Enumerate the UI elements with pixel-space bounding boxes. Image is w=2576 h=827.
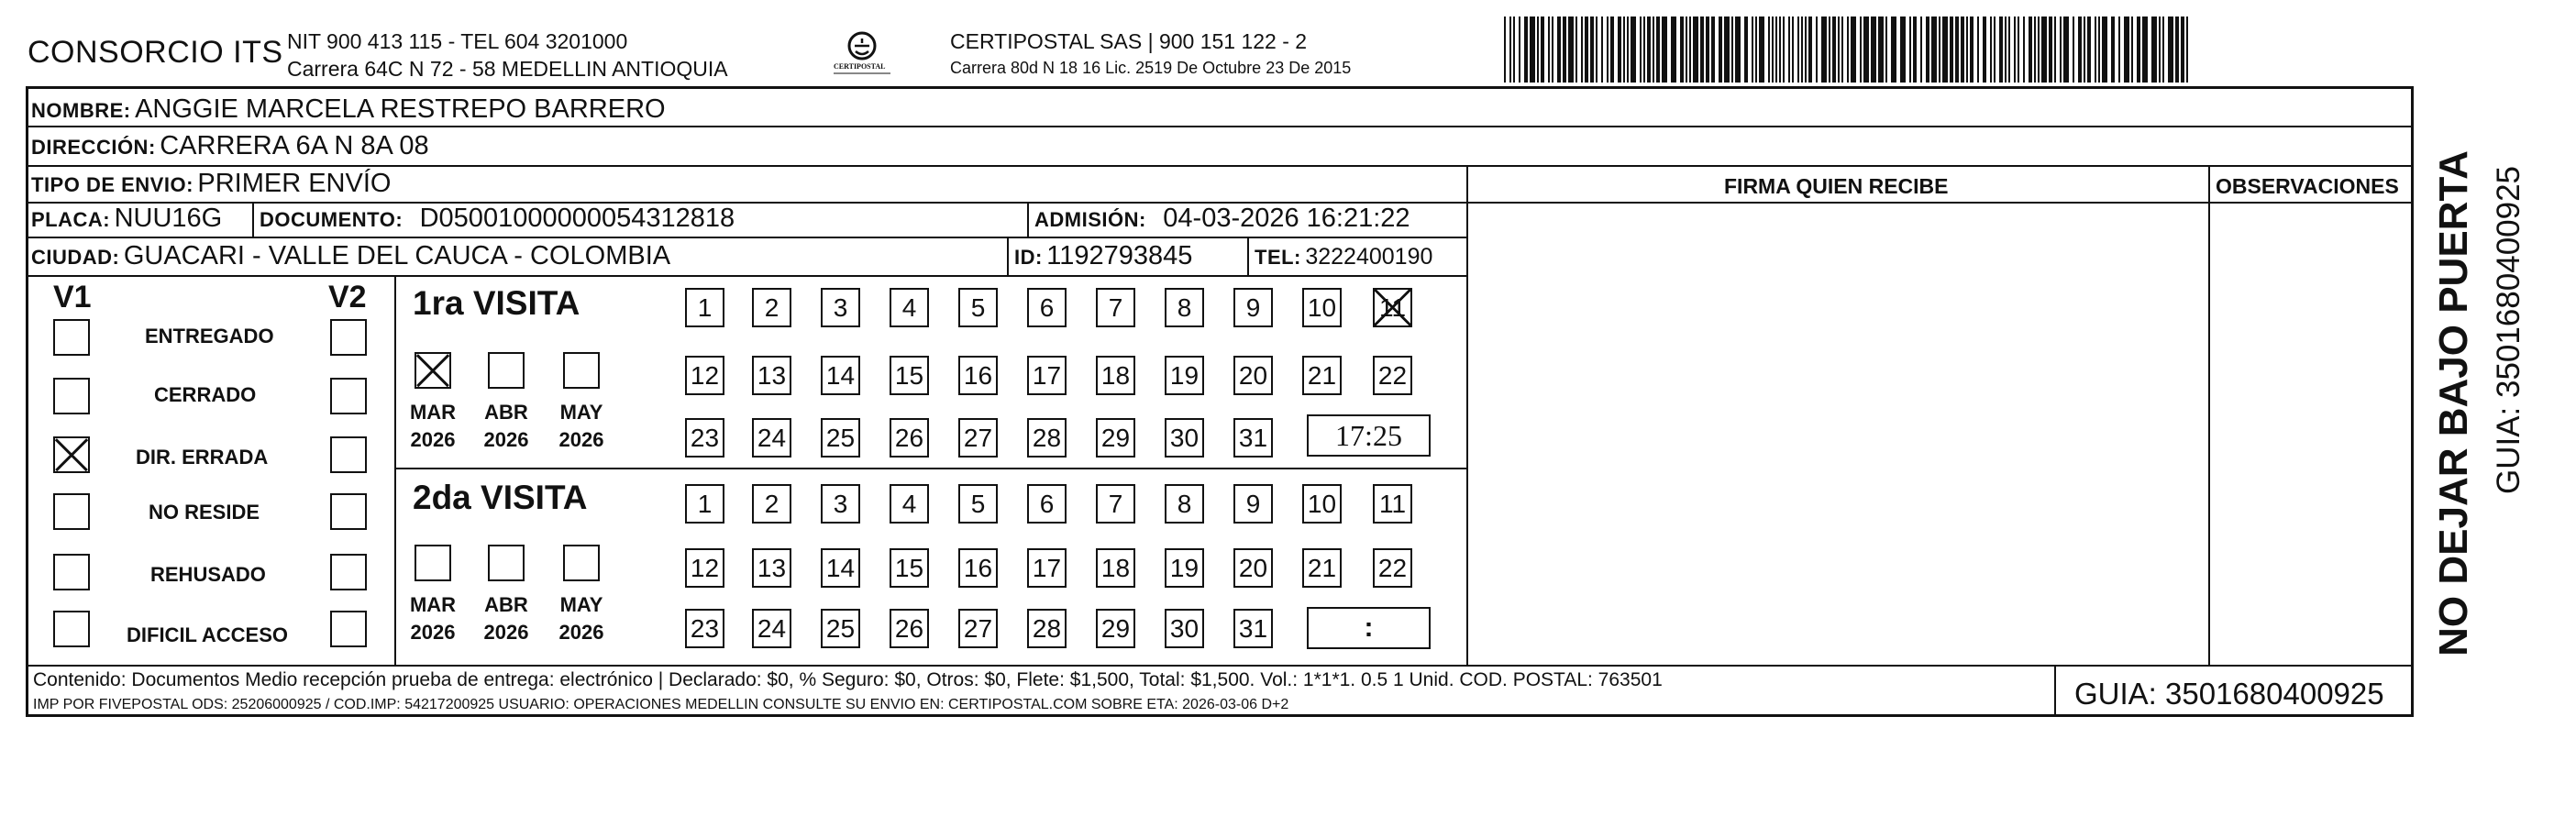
visit1-day-8[interactable]: 8 xyxy=(1165,288,1204,327)
visit1-day-15[interactable]: 15 xyxy=(890,356,929,395)
side-warning: NO DEJAR BAJO PUERTA xyxy=(2431,150,2476,656)
barcode-bar xyxy=(1990,17,1992,83)
barcode-bar xyxy=(1966,17,1968,83)
logo-text: CERTIPOSTAL xyxy=(834,62,886,71)
barcode-bar xyxy=(2186,17,2188,83)
visit2-day-4[interactable]: 4 xyxy=(890,484,929,524)
visit2-month-abr: ABR xyxy=(484,593,528,616)
barcode-bar xyxy=(1537,17,1539,83)
barcode-bar xyxy=(1513,17,1515,83)
visit1-day-12[interactable]: 12 xyxy=(685,356,724,395)
barcode-bar xyxy=(1711,17,1715,83)
visit2-month-abr-checkbox[interactable] xyxy=(488,545,525,581)
barcode-bar xyxy=(1878,17,1884,83)
barcode-bar xyxy=(2087,17,2091,83)
visit1-day-14[interactable]: 14 xyxy=(821,356,860,395)
barcode-bar xyxy=(2162,17,2164,83)
barcode-bar xyxy=(1706,17,1709,83)
barcode-bar xyxy=(1631,17,1636,83)
barcode-bar xyxy=(1653,17,1654,83)
visit1-day-17[interactable]: 17 xyxy=(1027,356,1067,395)
documento-label: DOCUMENTO: xyxy=(260,208,404,231)
visit1-day-1[interactable]: 1 xyxy=(685,288,724,327)
barcode-bar xyxy=(1913,17,1917,83)
barcode-bar xyxy=(1524,17,1528,83)
ciudad-label: CIUDAD: xyxy=(31,246,120,269)
barcode-bar xyxy=(1841,17,1843,83)
placa-value: NUU16G xyxy=(114,204,223,233)
v2-checkbox-dificil-acceso[interactable] xyxy=(330,611,367,647)
barcode-bar xyxy=(2181,17,2184,83)
barcode-bar xyxy=(1955,17,1959,83)
visit2-day-12[interactable]: 12 xyxy=(685,548,724,588)
barcode-bar xyxy=(1643,17,1645,83)
visit2-day-6[interactable]: 6 xyxy=(1027,484,1067,524)
admision-label: ADMISIÓN: xyxy=(1034,208,1146,231)
barcode-bar xyxy=(1863,17,1869,83)
barcode-bar xyxy=(1900,17,1906,83)
direccion-value: CARRERA 6A N 8A 08 xyxy=(160,131,429,160)
barcode-bar xyxy=(1759,17,1764,83)
barcode-bar xyxy=(1961,17,1964,83)
visit1-day-29[interactable]: 29 xyxy=(1096,418,1135,458)
visit1-day-11[interactable]: 11 xyxy=(1373,288,1412,327)
barcode-bar xyxy=(1926,17,1929,83)
barcode-bar xyxy=(2084,17,2085,83)
visit2-day-24[interactable]: 24 xyxy=(752,609,791,648)
barcode-bar xyxy=(1970,17,1973,83)
certipostal-logo xyxy=(830,26,894,83)
barcode-bar xyxy=(1552,17,1553,83)
visit1-month-abr-checkbox[interactable] xyxy=(488,352,525,389)
visit1-day-20[interactable]: 20 xyxy=(1233,356,1273,395)
status-dir-errada: DIR. ERRADA xyxy=(136,446,269,469)
status-entregado: ENTREGADO xyxy=(145,325,274,347)
barcode-bar xyxy=(1548,17,1550,83)
barcode-bar xyxy=(1519,17,1520,83)
company-address: Carrera 64C N 72 - 58 MEDELLIN ANTIOQUIA xyxy=(287,57,728,81)
barcode-bar xyxy=(1557,17,1561,83)
barcode-bar xyxy=(1568,17,1574,83)
barcode-bar xyxy=(1735,17,1741,83)
barcode-bar xyxy=(1744,17,1748,83)
barcode-bar xyxy=(2159,17,2161,83)
v1-checkbox-dir-errada[interactable] xyxy=(53,436,90,473)
barcode-bar xyxy=(1808,17,1812,83)
barcode-bar xyxy=(2168,17,2173,83)
visit2-day-2[interactable]: 2 xyxy=(752,484,791,524)
barcode-bar xyxy=(1838,17,1840,83)
barcode-bar xyxy=(2063,17,2069,83)
visit2-day-27[interactable]: 27 xyxy=(958,609,998,648)
tel-row xyxy=(1255,244,1432,270)
barcode-bar xyxy=(1686,17,1687,83)
footer-imp: IMP POR FIVEPOSTAL ODS: 25206000925 / COD.IMP: 54217200925 USUARIO: OPERACIONES MEDELLIN CONSULTE SU ENVIO EN: CERTIPOSTAL.COM SOBRE ETA: 2026-03-06 D+2 xyxy=(33,697,1289,712)
barcode-bar xyxy=(1623,17,1625,83)
barcode xyxy=(1504,17,2192,83)
visit2-day-5[interactable]: 5 xyxy=(958,484,998,524)
visit2-day-19[interactable]: 19 xyxy=(1165,548,1204,588)
visit2-month-mar: MAR xyxy=(409,593,457,616)
company-nit: NIT 900 413 115 - TEL 604 3201000 xyxy=(287,29,628,53)
visit2-day-16[interactable]: 16 xyxy=(958,548,998,588)
side-guia: GUIA: 3501680400925 xyxy=(2491,165,2526,495)
v2-checkbox-no-reside[interactable] xyxy=(330,493,367,530)
visit2-day-11[interactable]: 11 xyxy=(1373,484,1412,524)
barcode-bar xyxy=(1775,17,1777,83)
barcode-bar xyxy=(2078,17,2082,83)
admision-value: 04-03-2026 16:21:22 xyxy=(1163,204,1410,233)
barcode-bar xyxy=(2175,17,2179,83)
visit1-year-abr: 2026 xyxy=(483,428,529,451)
barcode-bar xyxy=(1640,17,1642,83)
v2-checkbox-cerrado[interactable] xyxy=(330,378,367,414)
visit1-day-30[interactable]: 30 xyxy=(1165,418,1204,458)
barcode-bar xyxy=(1627,17,1629,83)
barcode-bar xyxy=(1563,17,1566,83)
barcode-bar xyxy=(1871,17,1876,83)
visit2-day-18[interactable]: 18 xyxy=(1096,548,1135,588)
barcode-bar xyxy=(1792,17,1794,83)
visit2-day-21[interactable]: 21 xyxy=(1302,548,1342,588)
v2-checkbox-entregado[interactable] xyxy=(330,319,367,356)
v1-checkbox-rehusado[interactable] xyxy=(53,554,90,590)
id-label: ID: xyxy=(1014,246,1043,269)
barcode-bar xyxy=(1772,17,1774,83)
visit2-month-mar-checkbox[interactable] xyxy=(415,545,451,581)
v2-checkbox-rehusado[interactable] xyxy=(330,554,367,590)
status-dificil-acceso: DIFICIL ACCESO xyxy=(127,623,289,646)
barcode-bar xyxy=(2041,17,2047,83)
visit1-day-3[interactable]: 3 xyxy=(821,288,860,327)
observaciones-header: OBSERVACIONES xyxy=(2216,174,2399,198)
visit2-day-14[interactable]: 14 xyxy=(821,548,860,588)
tel-label: TEL: xyxy=(1255,246,1301,269)
visit2-day-29[interactable]: 29 xyxy=(1096,609,1135,648)
barcode-bar xyxy=(1797,17,1799,83)
visit1-day-25[interactable]: 25 xyxy=(821,418,860,458)
status-rehusado: REHUSADO xyxy=(150,563,266,586)
barcode-bar xyxy=(2054,17,2056,83)
footer-guia: GUIA: 3501680400925 xyxy=(2074,677,2384,711)
visit2-day-20[interactable]: 20 xyxy=(1233,548,1273,588)
barcode-bar xyxy=(2131,17,2133,83)
barcode-bar xyxy=(1977,17,1979,83)
visit2-day-7[interactable]: 7 xyxy=(1096,484,1135,524)
visit2-day-1[interactable]: 1 xyxy=(685,484,724,524)
barcode-bar xyxy=(1994,17,1996,83)
direccion-label: DIRECCIÓN: xyxy=(31,136,156,159)
visit2-year-may: 2026 xyxy=(558,621,604,644)
visit1-day-22[interactable]: 22 xyxy=(1373,356,1412,395)
barcode-bar xyxy=(1805,17,1807,83)
barcode-bar xyxy=(2038,17,2040,83)
visit1-day-5[interactable]: 5 xyxy=(958,288,998,327)
visit1-day-2[interactable]: 2 xyxy=(752,288,791,327)
visit2-hour[interactable]: : xyxy=(1307,607,1431,649)
direccion-row xyxy=(31,131,429,161)
visit1-day-6[interactable]: 6 xyxy=(1027,288,1067,327)
barcode-bar xyxy=(1719,17,1722,83)
v1-checkbox-entregado[interactable] xyxy=(53,319,90,356)
barcode-bar xyxy=(1783,17,1785,83)
barcode-bar xyxy=(1689,17,1691,83)
documento-row xyxy=(260,204,735,234)
visit1-day-21[interactable]: 21 xyxy=(1302,356,1342,395)
barcode-bar xyxy=(1731,17,1733,83)
barcode-bar xyxy=(2142,17,2148,83)
barcode-bar xyxy=(2095,17,2096,83)
visit1-day-26[interactable]: 26 xyxy=(890,418,929,458)
firma-header: FIRMA QUIEN RECIBE xyxy=(1724,174,1949,198)
barcode-bar xyxy=(1610,17,1614,83)
visit2-month-may: MAY xyxy=(559,593,603,616)
barcode-bar xyxy=(1662,17,1667,83)
visit1-month-may-checkbox[interactable] xyxy=(563,352,600,389)
barcode-bar xyxy=(1724,17,1730,83)
barcode-bar xyxy=(1693,17,1698,83)
barcode-bar xyxy=(1885,17,1887,83)
barcode-bar xyxy=(1671,17,1676,83)
barcode-bar xyxy=(1601,17,1603,83)
visit2-day-28[interactable]: 28 xyxy=(1027,609,1067,648)
barcode-bar xyxy=(1999,17,2003,83)
visit1-month-mar: MAR xyxy=(409,401,457,424)
barcode-bar xyxy=(1680,17,1684,83)
footer-contenido: Contenido: Documentos Medio recepción prueba de entrega: electrónico | Declarado: $0, % Seguro: $0, Otros: $0, Flete: $1,500, Total: $1,500. Vol.: 1*1*1. 0.5 1 Unid. COD. POSTAL: 763501 xyxy=(33,669,1663,690)
visit1-day-19[interactable]: 19 xyxy=(1165,356,1204,395)
barcode-bar xyxy=(1590,17,1594,83)
barcode-bar xyxy=(1788,17,1790,83)
visit1-day-28[interactable]: 28 xyxy=(1027,418,1067,458)
visit2-day-25[interactable]: 25 xyxy=(821,609,860,648)
visit2-day-3[interactable]: 3 xyxy=(821,484,860,524)
barcode-bar xyxy=(2014,17,2016,83)
visit1-day-23[interactable]: 23 xyxy=(685,418,724,458)
visit1-day-31[interactable]: 31 xyxy=(1233,418,1273,458)
nombre-row xyxy=(31,94,666,125)
admision-row xyxy=(1034,204,1410,234)
placa-row xyxy=(31,204,222,234)
barcode-bar xyxy=(1768,17,1770,83)
visit1-month-may: MAY xyxy=(559,401,603,424)
id-value: 1192793845 xyxy=(1046,241,1193,270)
barcode-bar xyxy=(1509,17,1511,83)
barcode-bar xyxy=(1585,17,1588,83)
ciudad-value: GUACARI - VALLE DEL CAUCA - COLOMBIA xyxy=(123,241,671,270)
placa-label: PLACA: xyxy=(31,208,111,231)
barcode-bar xyxy=(1504,17,1506,83)
visit1-month-mar-checkbox[interactable] xyxy=(415,352,451,389)
id-row xyxy=(1014,241,1192,271)
barcode-bar xyxy=(2060,17,2062,83)
barcode-bar xyxy=(1816,17,1818,83)
barcode-bar xyxy=(1541,17,1544,83)
barcode-bar xyxy=(1821,17,1827,83)
barcode-bar xyxy=(1847,17,1849,83)
barcode-bar xyxy=(1752,17,1753,83)
barcode-bar xyxy=(1575,17,1577,83)
barcode-bar xyxy=(1983,17,1986,83)
certipostal-address: Carrera 80d N 18 16 Lic. 2519 De Octubre 23 De 2015 xyxy=(950,59,1352,77)
company-name: CONSORCIO ITS xyxy=(28,35,283,70)
visit2-day-9[interactable]: 9 xyxy=(1233,484,1273,524)
v1-checkbox-dificil-acceso[interactable] xyxy=(53,611,90,647)
barcode-bar xyxy=(2098,17,2100,83)
visit1-day-4[interactable]: 4 xyxy=(890,288,929,327)
v2-label: V2 xyxy=(328,280,367,314)
barcode-bar xyxy=(1700,17,1704,83)
barcode-bar xyxy=(2034,17,2036,83)
barcode-bar xyxy=(2124,17,2129,83)
barcode-bar xyxy=(2118,17,2120,83)
visit2-year-abr: 2026 xyxy=(483,621,529,644)
ciudad-row xyxy=(31,241,670,271)
visit1-day-18[interactable]: 18 xyxy=(1096,356,1135,395)
visit1-day-9[interactable]: 9 xyxy=(1233,288,1273,327)
tel-value: 3222400190 xyxy=(1305,244,1433,270)
barcode-bar xyxy=(2018,17,2019,83)
barcode-bar xyxy=(2137,17,2140,83)
visit2-title: 2da VISITA xyxy=(413,479,588,516)
barcode-bar xyxy=(1656,17,1660,83)
visit2-day-30[interactable]: 30 xyxy=(1165,609,1204,648)
visit1-title: 1ra VISITA xyxy=(413,284,580,322)
nombre-value: ANGGIE MARCELA RESTREPO BARRERO xyxy=(135,94,666,124)
visit2-day-10[interactable]: 10 xyxy=(1302,484,1342,524)
visit1-day-24[interactable]: 24 xyxy=(752,418,791,458)
barcode-bar xyxy=(1909,17,1911,83)
barcode-bar xyxy=(1931,17,1937,83)
v1-label: V1 xyxy=(53,280,92,314)
barcode-bar xyxy=(2029,17,2032,83)
visit1-day-13[interactable]: 13 xyxy=(752,356,791,395)
barcode-bar xyxy=(1891,17,1896,83)
nombre-label: NOMBRE: xyxy=(31,99,131,122)
status-no-reside: NO RESIDE xyxy=(149,501,260,524)
barcode-bar xyxy=(1647,17,1651,83)
visit2-day-13[interactable]: 13 xyxy=(752,548,791,588)
v1-checkbox-no-reside[interactable] xyxy=(53,493,90,530)
visit2-day-22[interactable]: 22 xyxy=(1373,548,1412,588)
visit2-day-23[interactable]: 23 xyxy=(685,609,724,648)
barcode-bar xyxy=(2008,17,2010,83)
visit2-day-31[interactable]: 31 xyxy=(1233,609,1273,648)
barcode-bar xyxy=(2073,17,2074,83)
barcode-bar xyxy=(2023,17,2025,83)
barcode-bar xyxy=(1939,17,1940,83)
tipo-label: TIPO DE ENVIO: xyxy=(31,173,193,196)
barcode-bar xyxy=(2005,17,2007,83)
documento-value: D05001000000054312818 xyxy=(419,204,735,233)
barcode-bar xyxy=(2111,17,2115,83)
visit2-day-26[interactable]: 26 xyxy=(890,609,929,648)
status-cerrado: CERRADO xyxy=(154,383,257,406)
visit1-hour[interactable]: 17:25 xyxy=(1307,414,1431,457)
visit2-day-8[interactable]: 8 xyxy=(1165,484,1204,524)
v2-checkbox-dir-errada[interactable] xyxy=(330,436,367,473)
certipostal-name: CERTIPOSTAL SAS | 900 151 122 - 2 xyxy=(950,29,1308,53)
barcode-bar xyxy=(1779,17,1781,83)
barcode-bar xyxy=(1950,17,1953,83)
barcode-bar xyxy=(1530,17,1535,83)
visit1-month-abr: ABR xyxy=(484,401,528,424)
visit1-year-may: 2026 xyxy=(558,428,604,451)
barcode-bar xyxy=(1801,17,1803,83)
tipo-value: PRIMER ENVÍO xyxy=(197,169,392,198)
visit1-day-27[interactable]: 27 xyxy=(958,418,998,458)
barcode-bar xyxy=(1860,17,1862,83)
barcode-bar xyxy=(1755,17,1757,83)
barcode-bar xyxy=(1832,17,1836,83)
barcode-bar xyxy=(1618,17,1621,83)
visit2-day-15[interactable]: 15 xyxy=(890,548,929,588)
tipo-row xyxy=(31,169,391,199)
visit2-day-17[interactable]: 17 xyxy=(1027,548,1067,588)
barcode-bar xyxy=(2151,17,2157,83)
barcode-bar xyxy=(2049,17,2052,83)
barcode-bar xyxy=(1851,17,1856,83)
barcode-bar xyxy=(1581,17,1583,83)
visit2-month-may-checkbox[interactable] xyxy=(563,545,600,581)
visit1-day-10[interactable]: 10 xyxy=(1302,288,1342,327)
barcode-bar xyxy=(1596,17,1598,83)
visit2-year-mar: 2026 xyxy=(410,621,456,644)
barcode-bar xyxy=(1607,17,1609,83)
visit1-day-7[interactable]: 7 xyxy=(1096,288,1135,327)
barcode-bar xyxy=(1920,17,1922,83)
barcode-bar xyxy=(1942,17,1948,83)
v1-checkbox-cerrado[interactable] xyxy=(53,378,90,414)
barcode-bar xyxy=(2102,17,2107,83)
barcode-bar xyxy=(1829,17,1830,83)
visit1-year-mar: 2026 xyxy=(410,428,456,451)
visit1-day-16[interactable]: 16 xyxy=(958,356,998,395)
